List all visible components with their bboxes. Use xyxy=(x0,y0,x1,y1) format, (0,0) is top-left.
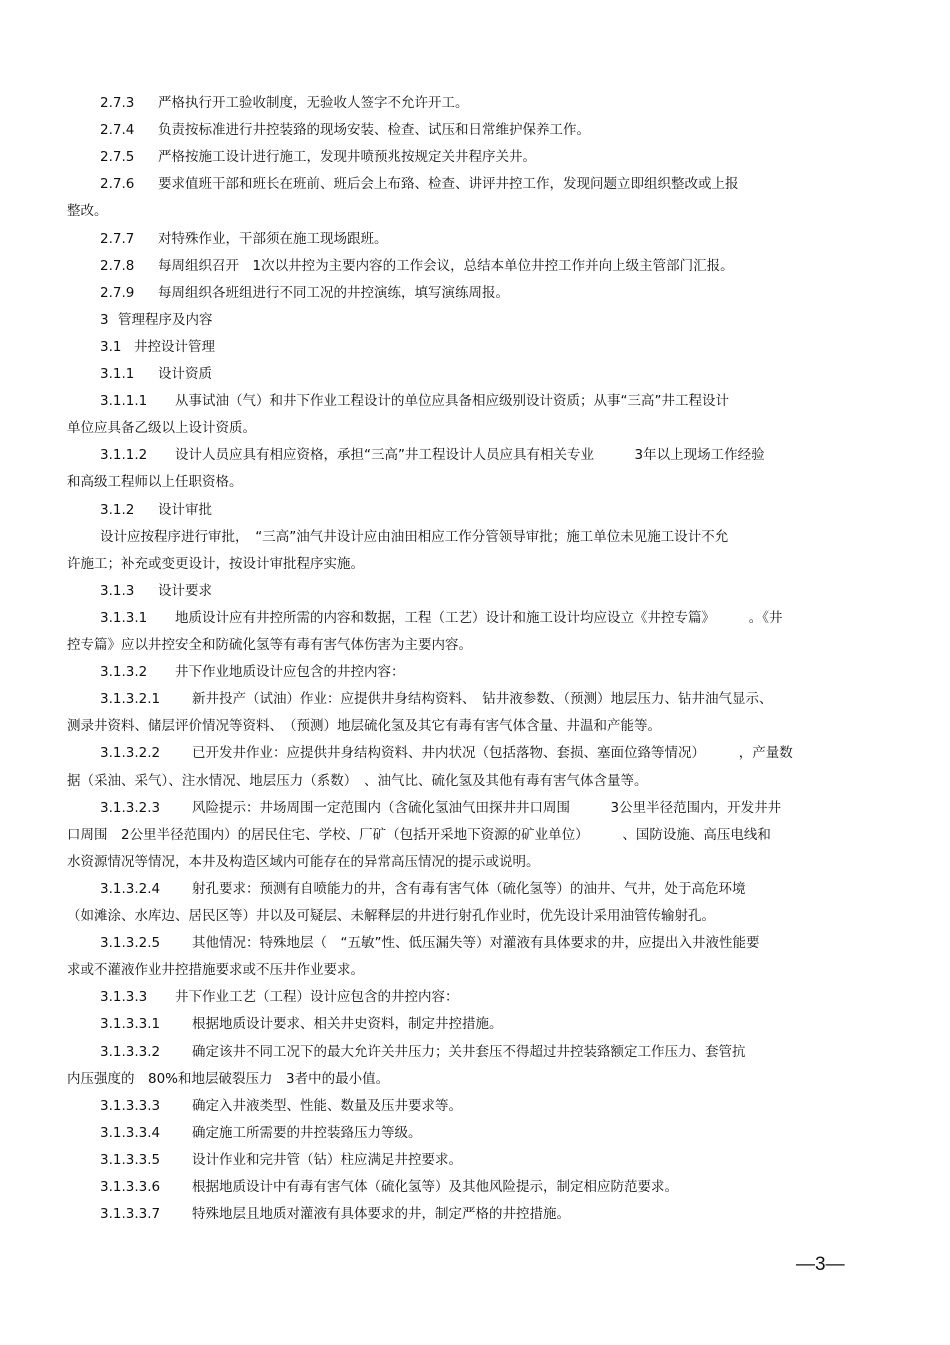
paragraph-text: 新井投产（试油）作业：应提供井身结构资料、 钻井液参数、（预测）地层压力、钻井油气显示、 xyxy=(192,691,773,708)
paragraph-text: （如滩涂、水库边、居民区等）井以及可疑层、未解释层的井进行射孔作业时，优先设计采用油管传输射孔。 xyxy=(67,908,715,924)
section-number: 2.7.4 xyxy=(100,122,135,139)
paragraph-line xyxy=(100,229,388,249)
paragraph-text: 每周组织各班组进行不同工况的井控演练，填写演练周报。 xyxy=(158,284,509,301)
paragraph-line xyxy=(100,1014,503,1034)
paragraph-text: 确定该井不同工况下的最大允许关井压力；关井套压不得超过井控装臵额定工作压力、套管抗 xyxy=(192,1043,746,1060)
paragraph-line xyxy=(100,1150,462,1170)
paragraph-line xyxy=(100,93,469,113)
paragraph-text: 负责按标准进行井控装臵的现场安装、检查、试压和日常维护保养工作。 xyxy=(158,122,590,139)
paragraph-text: 和高级工程师以上任职资格。 xyxy=(67,474,243,491)
section-number: 3.1.3.2 xyxy=(100,664,148,681)
section-number: 3.1.3 xyxy=(100,582,135,599)
paragraph-text: 求或不灌液作业井控措施要求或不压井作业要求。 xyxy=(67,962,364,979)
paragraph-continuation xyxy=(67,852,540,872)
section-number: 3.1.3.1 xyxy=(100,609,148,626)
section-number: 3.1.3.2.5 xyxy=(100,935,161,952)
paragraph-continuation xyxy=(67,472,243,492)
section-number: 2.7.6 xyxy=(100,176,135,193)
paragraph-line xyxy=(100,527,728,547)
paragraph-line xyxy=(100,1177,678,1197)
paragraph-text: 井控设计管理 xyxy=(134,338,215,355)
paragraph-text: 每周组织召开 1次以井控为主要内容的工作会议，总结本单位井控工作并向上级主管部门汇报。 xyxy=(158,257,734,274)
paragraph-line xyxy=(100,391,729,411)
paragraph-text: 要求值班干部和班长在班前、班后会上布臵、检查、讲评井控工作，发现问题立即组织整改或上报 xyxy=(158,176,739,193)
paragraph-continuation xyxy=(67,635,472,655)
section-number: 3.1.3.3.4 xyxy=(100,1124,161,1141)
section-number: 2.7.5 xyxy=(100,149,135,166)
paragraph-line xyxy=(100,120,590,140)
section-number: 2.7.9 xyxy=(100,284,135,301)
paragraph-text: 许施工；补充或变更设计，按设计审批程序实施。 xyxy=(67,555,364,572)
paragraph-line xyxy=(100,581,212,601)
paragraph-continuation xyxy=(67,201,108,221)
section-number: 3.1.3.2.2 xyxy=(100,745,161,762)
section-number: 3.1.3.3.2 xyxy=(100,1043,161,1060)
paragraph-line xyxy=(100,337,215,357)
section-number: 3.1 xyxy=(100,338,122,355)
paragraph-text: 严格按施工设计进行施工，发现井喷预兆按规定关井程序关井。 xyxy=(158,149,536,166)
paragraph-line xyxy=(100,283,509,303)
paragraph-continuation xyxy=(67,825,771,845)
section-number: 3.1.3.2.4 xyxy=(100,880,161,897)
paragraph-text: 射孔要求：预测有自喷能力的井，含有毒有害气体（硫化氢等）的油井、气井，处于高危环境 xyxy=(192,880,746,897)
paragraph-text: 已开发井作业：应提供井身结构资料、井内状况（包括落物、套损、塞面位臵等情况） ，产量数 xyxy=(192,745,793,762)
paragraph-line xyxy=(100,500,212,520)
paragraph-line xyxy=(100,310,213,330)
paragraph-text: 井下作业工艺（工程）设计应包含的井控内容： xyxy=(175,989,459,1006)
paragraph-line xyxy=(100,364,212,384)
paragraph-line xyxy=(100,174,739,194)
paragraph-line xyxy=(100,743,793,763)
paragraph-line xyxy=(100,798,781,818)
paragraph-text: 井下作业地质设计应包含的井控内容： xyxy=(175,664,405,681)
paragraph-line xyxy=(100,689,773,709)
paragraph-text: 设计要求 xyxy=(158,582,212,599)
paragraph-text: 根据地质设计要求、相关井史资料，制定井控措施。 xyxy=(192,1016,503,1033)
page-number: —3— xyxy=(796,1254,845,1275)
section-number: 2.7.8 xyxy=(100,257,135,274)
paragraph-text: 内压强度的 80%和地层破裂压力 3者中的最小值。 xyxy=(67,1070,390,1087)
section-number: 3.1.3.2.1 xyxy=(100,691,161,708)
paragraph-line xyxy=(100,147,536,167)
section-number: 3.1.3.3.6 xyxy=(100,1179,161,1195)
section-number: 2.7.7 xyxy=(100,230,135,247)
section-number: 3.1.1.2 xyxy=(100,447,148,464)
paragraph-continuation xyxy=(67,554,364,574)
paragraph-text: 设计作业和完井管（钻）柱应满足井控要求。 xyxy=(192,1151,462,1168)
paragraph-line xyxy=(100,1042,746,1062)
paragraph-text: 对特殊作业，干部须在施工现场跟班。 xyxy=(158,230,388,247)
paragraph-text: 设计审批 xyxy=(158,501,212,518)
paragraph-text: 风险提示：井场周围一定范围内（含硫化氢油气田探井井口周围 3公里半径范围内，开发井井 xyxy=(192,799,782,816)
section-number: 3 xyxy=(100,311,109,328)
paragraph-text: 根据地质设计中有毒有害气体（硫化氢等）及其他风险提示，制定相应防范要求。 xyxy=(192,1179,678,1195)
paragraph-text: 控专篇》应以井控安全和防硫化氢等有毒有害气体伤害为主要内容。 xyxy=(67,637,472,653)
section-number: 3.1.2 xyxy=(100,501,135,518)
paragraph-line xyxy=(100,1204,570,1224)
paragraph-text: 严格执行开工验收制度，无验收人签字不允许开工。 xyxy=(158,95,469,111)
paragraph-text: 水资源情况等情况，本井及构造区域内可能存在的异常高压情况的提示或说明。 xyxy=(67,853,540,870)
paragraph-text: 从事试油（气）和井下作业工程设计的单位应具备相应级别设计资质；从事“三高”井工程设计 xyxy=(175,393,729,410)
section-number: 3.1.3.3.7 xyxy=(100,1206,161,1223)
paragraph-text: 确定入井液类型、性能、数量及压井要求等。 xyxy=(192,1097,462,1114)
paragraph-text: 口周围 2公里半径范围内）的居民住宅、学校、厂矿（包括开采地下资源的矿业单位） 、国防设施、高压电线和 xyxy=(67,826,771,843)
paragraph-text: 设计资质 xyxy=(158,366,212,382)
section-number: 2.7.3 xyxy=(100,95,135,111)
paragraph-line xyxy=(100,256,734,276)
section-number: 3.1.3.3 xyxy=(100,989,148,1006)
paragraph-line xyxy=(100,1096,462,1116)
paragraph-text: 确定施工所需要的井控装臵压力等级。 xyxy=(192,1124,422,1141)
paragraph-line xyxy=(100,445,765,465)
paragraph-line xyxy=(100,662,405,682)
section-number: 3.1.3.2.3 xyxy=(100,799,161,816)
paragraph-text: 测录井资料、储层评价情况等资料、 （预测）地层硫化氢及其它有毒有害气体含量、井温和产能等。 xyxy=(67,718,661,735)
paragraph-continuation xyxy=(67,960,364,980)
paragraph-continuation xyxy=(67,418,256,438)
paragraph-text: 设计人员应具有相应资格，承担“三高”井工程设计人员应具有相关专业 3年以上现场工作经验 xyxy=(175,447,765,464)
paragraph-line xyxy=(100,608,783,628)
paragraph-continuation xyxy=(67,716,661,736)
paragraph-text: 其他情况：特殊地层（ “五敏”性、低压漏失等）对灌液有具体要求的井，应提出入井液性能要 xyxy=(192,935,760,952)
paragraph-text: 管理程序及内容 xyxy=(118,311,213,328)
paragraph-continuation xyxy=(67,906,715,926)
paragraph-continuation xyxy=(67,771,648,791)
paragraph-text: 单位应具备乙级以上设计资质。 xyxy=(67,420,256,437)
paragraph-text: 整改。 xyxy=(67,203,108,220)
section-number: 3.1.3.3.1 xyxy=(100,1016,161,1033)
section-number: 3.1.1 xyxy=(100,366,135,382)
section-number: 3.1.1.1 xyxy=(100,393,148,410)
paragraph-continuation xyxy=(67,1069,389,1089)
paragraph-line xyxy=(100,987,459,1007)
paragraph-text: 设计应按程序进行审批， “三高”油气井设计应由油田相应工作分管领导审批；施工单位未见施工设计不允 xyxy=(100,528,729,545)
section-number: 3.1.3.3.5 xyxy=(100,1151,161,1168)
section-number: 3.1.3.3.3 xyxy=(100,1097,161,1114)
paragraph-line xyxy=(100,1123,422,1143)
paragraph-text: 特殊地层且地质对灌液有具体要求的井，制定严格的井控措施。 xyxy=(192,1206,570,1223)
paragraph-line xyxy=(100,933,760,953)
paragraph-text: 据（采油、采气）、注水情况、地层压力（系数） 、油气比、硫化氢及其他有毒有害气体含量等。 xyxy=(67,772,648,789)
paragraph-line xyxy=(100,879,746,899)
paragraph-text: 地质设计应有井控所需的内容和数据，工程（工艺）设计和施工设计均应设立《井控专篇》 。《井 xyxy=(175,609,783,626)
